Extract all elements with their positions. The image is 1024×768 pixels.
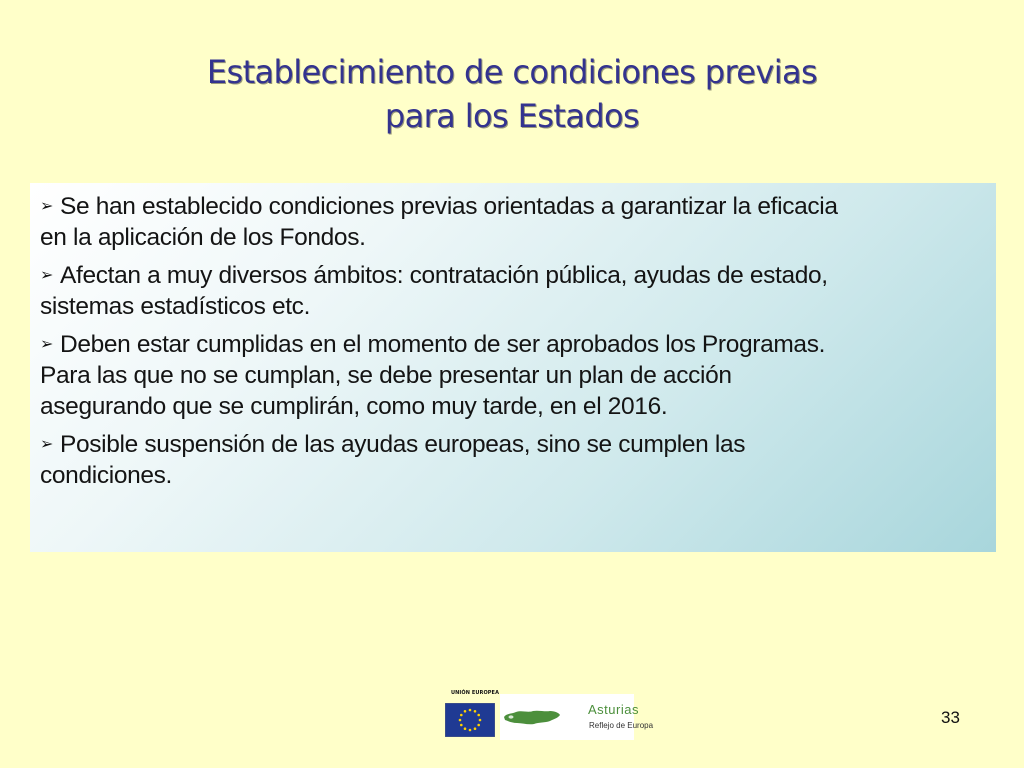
bullet-item: [40, 260, 984, 322]
bullet-line: Posible suspensión de las ayudas europeas, sino se cumplen las: [60, 431, 746, 458]
bullet-line: asegurando que se cumplirán, como muy tarde, en el 2016.: [40, 393, 668, 420]
page-number: 33: [941, 708, 960, 727]
eu-flag-icon: [445, 703, 495, 737]
bullet-line: Deben estar cumplidas en el momento de ser aprobados los Programas.: [60, 331, 826, 358]
slide-title: [112, 50, 912, 138]
title-line-2: para los Estados: [384, 97, 640, 135]
content-box: [30, 183, 996, 552]
eu-caption: UNIÓN EUROPEA: [450, 690, 500, 696]
asturias-logo: [500, 694, 654, 740]
title-line-1: Establecimiento de condiciones previas: [206, 53, 818, 91]
bullet-line: Afectan a muy diversos ámbitos: contratación pública, ayudas de estado,: [60, 262, 828, 289]
footer-logos: [442, 690, 654, 740]
bullet-line: Se han establecido condiciones previas orientadas a garantizar la eficacia: [60, 193, 838, 220]
bullet-line: condiciones.: [40, 462, 172, 489]
bullet-line: sistemas estadísticos etc.: [40, 293, 311, 320]
arrow-bullet-icon: ➢: [40, 334, 54, 353]
arrow-bullet-icon: ➢: [40, 196, 54, 215]
arrow-bullet-icon: ➢: [40, 265, 54, 284]
bullet-item: [40, 429, 984, 491]
asturias-name: Asturias: [588, 702, 639, 717]
arrow-bullet-icon: ➢: [40, 434, 54, 453]
bullet-line: en la aplicación de los Fondos.: [40, 224, 366, 251]
asturias-map-icon: [502, 708, 562, 726]
bullet-item: [40, 329, 984, 422]
bullet-line: Para las que no se cumplan, se debe presentar un plan de acción: [40, 362, 732, 389]
bullet-item: [40, 191, 984, 253]
asturias-tagline: Reflejo de Europa: [589, 721, 654, 730]
